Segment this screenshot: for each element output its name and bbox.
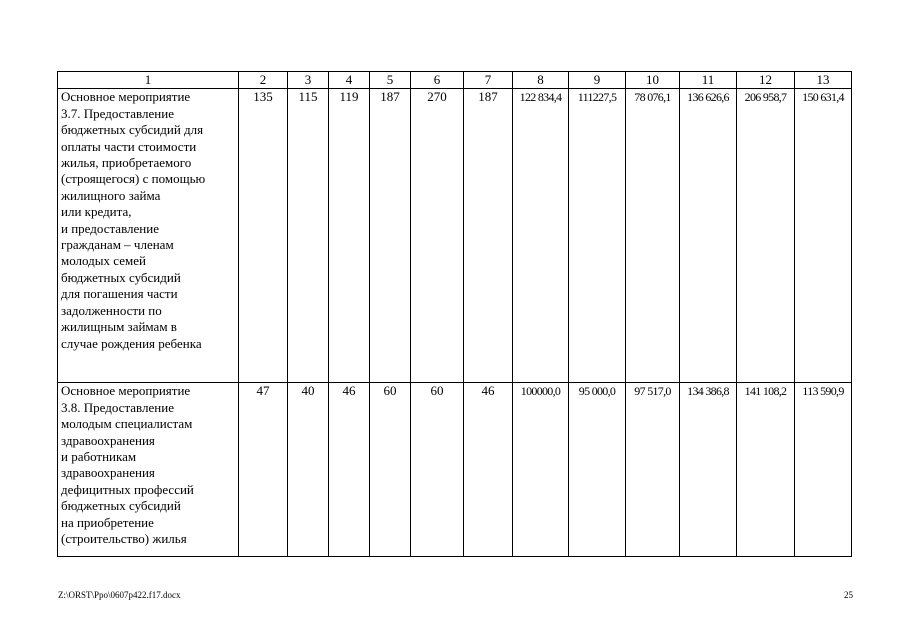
value-cell: 95 000,0 (569, 383, 626, 557)
description-line: или кредита, (61, 204, 132, 220)
value-cell: 111227,5 (569, 89, 626, 383)
description-line: здравоохранения (61, 465, 155, 481)
value-cell: 135 (239, 89, 288, 383)
header-cell: 5 (370, 72, 411, 89)
data-table (57, 71, 852, 557)
row-description (58, 89, 239, 383)
header-cell: 2 (239, 72, 288, 89)
description-line: бюджетных субсидий (61, 498, 181, 514)
description-line: (строящегося) с помощью (61, 171, 206, 187)
value-cell: 150 631,4 (795, 89, 852, 383)
description-line: дефицитных профессий (61, 481, 194, 497)
description-line: жилья, приобретаемого (61, 155, 192, 171)
value-cell: 187 (464, 89, 513, 383)
footer-file-path: Z:\ORST\Ppo\0607p422.f17.docx (58, 590, 181, 600)
description-line: и предоставление (61, 220, 159, 236)
table-header-row (58, 72, 852, 89)
header-cell: 9 (569, 72, 626, 89)
header-cell: 1 (58, 72, 239, 89)
description-line: гражданам – членам (61, 237, 174, 253)
description-line: и работникам (61, 449, 137, 465)
value-cell: 206 958,7 (737, 89, 795, 383)
value-cell: 40 (288, 383, 329, 557)
value-cell: 60 (411, 383, 464, 557)
header-cell: 6 (411, 72, 464, 89)
header-cell: 7 (464, 72, 513, 89)
header-cell: 11 (680, 72, 737, 89)
description-line: на приобретение (61, 514, 154, 530)
header-cell: 8 (513, 72, 569, 89)
value-cell: 113 590,9 (795, 383, 852, 557)
value-cell: 119 (329, 89, 370, 383)
table-row (58, 383, 852, 557)
value-cell: 136 626,6 (680, 89, 737, 383)
value-cell: 115 (288, 89, 329, 383)
header-cell: 12 (737, 72, 795, 89)
description-line: Основное мероприятие (61, 383, 191, 399)
description-line: задолженности по (61, 302, 162, 318)
description-line: бюджетных субсидий для (61, 122, 204, 138)
value-cell: 141 108,2 (737, 383, 795, 557)
description-line: молодых семей (61, 253, 146, 269)
value-cell: 187 (370, 89, 411, 383)
description-line: (строительство) жилья (61, 531, 187, 547)
description-line: здравоохранения (61, 432, 155, 448)
description-line: 3.7. Предоставление (61, 105, 174, 121)
description-line: 3.8. Предоставление (61, 399, 174, 415)
value-cell: 97 517,0 (626, 383, 680, 557)
header-cell: 4 (329, 72, 370, 89)
description-line: для погашения части (61, 286, 178, 302)
description-line: оплаты части стоимости (61, 138, 197, 154)
value-cell: 46 (329, 383, 370, 557)
value-cell: 100000,0 (513, 383, 569, 557)
description-line: Основное мероприятие (61, 89, 191, 105)
value-cell: 134 386,8 (680, 383, 737, 557)
description-line: жилищного займа (61, 187, 161, 203)
header-cell: 3 (288, 72, 329, 89)
table-row (58, 89, 852, 383)
description-line: молодым специалистам (61, 416, 193, 432)
description-line: жилищным займам в (61, 319, 177, 335)
header-cell: 13 (795, 72, 852, 89)
value-cell: 60 (370, 383, 411, 557)
value-cell: 46 (464, 383, 513, 557)
page-number: 25 (844, 590, 853, 600)
header-cell: 10 (626, 72, 680, 89)
value-cell: 47 (239, 383, 288, 557)
value-cell: 270 (411, 89, 464, 383)
description-line: бюджетных субсидий (61, 269, 181, 285)
value-cell: 122 834,4 (513, 89, 569, 383)
value-cell: 78 076,1 (626, 89, 680, 383)
row-description (58, 383, 239, 557)
description-line: случае рождения ребенка (61, 335, 202, 351)
